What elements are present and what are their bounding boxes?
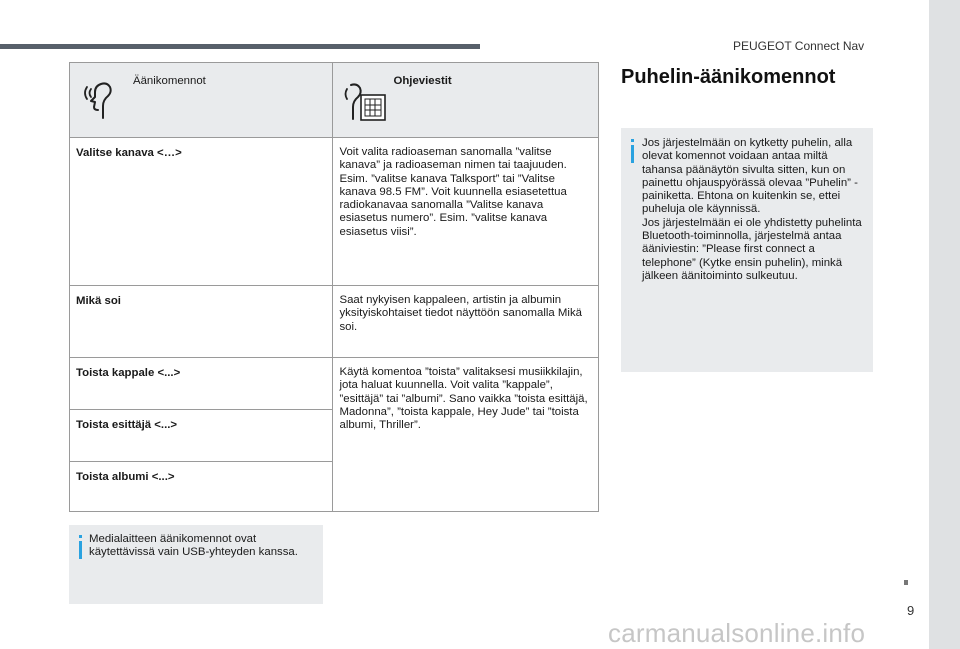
info-bar [79,541,82,559]
header-label-commands: Äänikomennot [133,75,206,87]
header-brand: PEUGEOT Connect Nav [733,39,865,53]
command-description: Käytä komentoa ”toista” valitaksesi musiikkilajin, jota haluat kuunnella. Voit valita ”kappale”, ”esittäjä” tai ”albumi”. Sano vaikka ”toista esittäjä, Madonna”, ”toista kappale, Hey Jude” tai ”toista albumi, Thriller”. [339,366,588,432]
info-icon [79,535,82,538]
watermark: carmanualsonline.info [608,618,866,648]
header-rule [0,44,480,49]
command-description: Saat nykyisen kappaleen, artistin ja albumin yksityiskohtaiset tiedot näyttöön sanomalla Mikä soi. [339,294,582,333]
info-bar [631,145,634,163]
page-mark [904,580,908,585]
command-label: Valitse kanava <…> [76,147,182,159]
voice-command-icon [83,81,119,121]
table-row [70,358,599,410]
table-row [70,286,599,358]
media-note-text: Medialaitteen äänikomennot ovat käytettävissä vain USB-yhteyden kanssa. [89,533,298,559]
media-info-note [69,525,323,604]
header-label-help: Ohjeviestit [393,75,452,87]
help-message-icon [343,79,387,123]
command-label: Mikä soi [76,295,121,307]
command-label: Toista kappale <...> [76,367,181,379]
header-cell-commands [70,63,333,138]
phone-info-note [621,128,873,372]
command-label: Toista esittäjä <...> [76,419,178,431]
table-row [70,138,599,286]
command-label: Toista albumi <...> [76,471,175,483]
page-edge-strip [929,0,960,649]
phone-note-text: Jos järjestelmään on kytketty puhelin, alla olevat komennot voidaan antaa miltä tahansa päänäytön sivulta sitten, kun on painettu ohjauspyörässä olevaa ”Puhelin” -painiketta. Ehtona on kuitenkin se, ettei puheluja ole käynnissä. Jos järjestelmään ei ole yhdistetty puhelinta Bluetooth-toiminnolla, järjestelmä antaa ääniviestin: ”Please first connect a telephone” (Kytke ensin puhelin), minkä jälkeen äänitoiminto sulkeutuu. [642,137,862,282]
command-description: Voit valita radioaseman sanomalla ”valitse kanava” ja radioaseman nimen tai taajuuden. Esim. ”valitse kanava Talksport” tai ”Valitse kanava 98.5 FM”. Voit kuunnella esiasetettua radiokanavaa sanomalla ”Valitse kanava esiasetus numero”. Esim. ”valitse kanava esiasetus viisi”. [339,146,567,238]
section-title: Puhelin-äänikomennot [621,66,836,88]
info-icon [631,139,634,142]
page-number: 9 [907,603,915,618]
header-cell-help [333,63,599,138]
voice-command-table [69,62,599,512]
table-header-row [70,63,599,138]
